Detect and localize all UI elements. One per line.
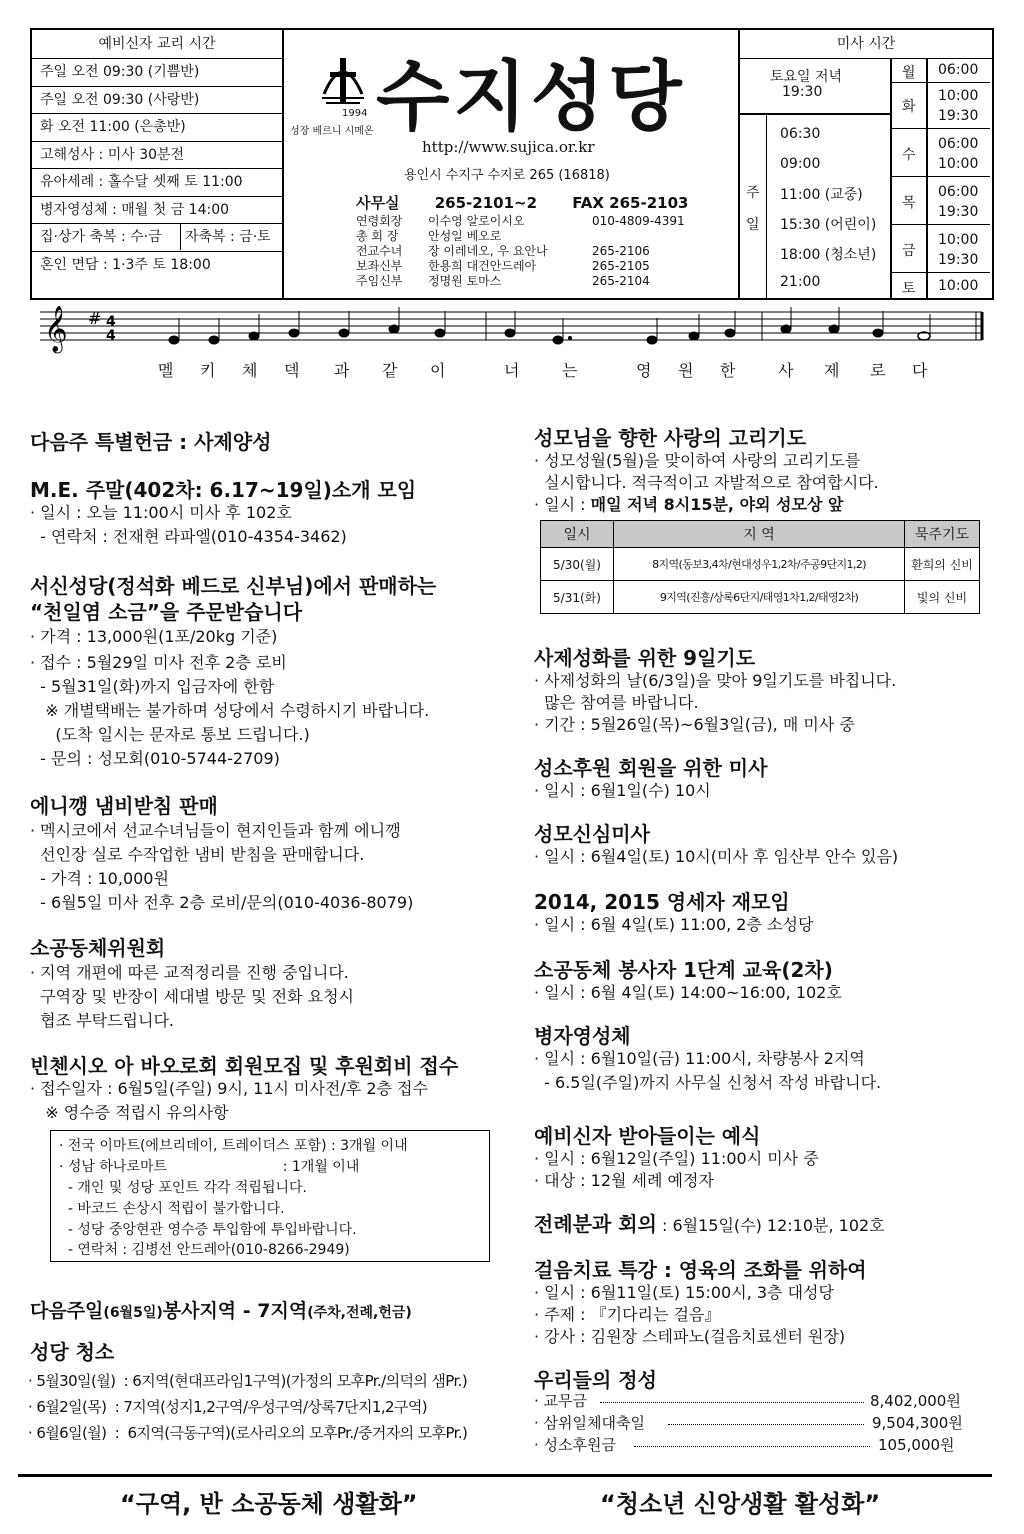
- service-date: (6월5일): [103, 1305, 163, 1321]
- lyric-syllable: 덱: [284, 361, 300, 380]
- svg-text:4: 4: [106, 328, 116, 344]
- staff-phone: 265-2104: [592, 274, 650, 288]
- catechism-title: 예비신자 교리 시간: [32, 30, 282, 59]
- weekday-times: 06:00 19:30: [938, 184, 979, 220]
- salt-line: · 접수 : 5월29일 미사 전후 2층 로비: [30, 653, 287, 672]
- cleaning-line: · 5월30일(월) : 6지역(현대프라임1구역)(가정의 모후Pr./의덕의 샘Pr.): [28, 1372, 468, 1390]
- sunday-time: 09:00: [780, 156, 821, 172]
- receipt-line: - 성당 중앙현관 영수증 투입함에 투입바랍니다.: [59, 1222, 357, 1238]
- receipt-line: - 연락처 : 김병선 안드레아(010-8266-2949): [59, 1242, 350, 1258]
- liturgy-heading: 전례분과 회의: [534, 1212, 657, 1236]
- catechumen-line: · 일시 : 6월12일(주일) 11:00시 미사 중: [534, 1149, 819, 1168]
- offering-amount: 9,504,300원: [872, 1414, 963, 1432]
- vincent-line: · 접수일자 : 6월5일(주일) 9시, 11시 미사전/후 2층 접수: [30, 1079, 428, 1098]
- sick-communion-line: - 6.5일(주일)까지 사무실 신청서 작성 바랍니다.: [534, 1073, 882, 1092]
- offering-amount: 105,000원: [878, 1436, 955, 1454]
- parish-info: [284, 30, 738, 298]
- lyric-syllable: 영: [636, 361, 652, 380]
- sick-communion-heading: 병자영성체: [534, 1024, 631, 1048]
- receipt-line: · 전국 이마트(에브리데이, 트레이더스 포함) : 3개월 이내: [59, 1138, 408, 1154]
- rosary-time-label: · 일시 :: [534, 495, 591, 514]
- marriage-row: 혼인 면담 : 1·3주 토 18:00: [40, 256, 211, 273]
- service-label: 다음주일: [30, 1300, 104, 1322]
- schedule-row: 화 오전 11:00 (은총반): [32, 114, 282, 142]
- table-header: [541, 521, 980, 548]
- lyric-syllable: 체: [242, 361, 258, 380]
- novena-line: · 기간 : 5월26일(목)~6월3일(금), 매 미사 중: [534, 715, 855, 734]
- offering-label: · 성소후원금: [534, 1436, 616, 1454]
- office-label: 사무실: [356, 194, 400, 212]
- me-line: - 연락처 : 전재현 라파엘(010-4354-3462): [30, 527, 347, 546]
- service-roles: (주차,전례,헌금): [307, 1305, 412, 1321]
- sunday-time: 21:00: [780, 274, 821, 290]
- table-cell: 빛의 신비: [905, 581, 980, 614]
- sunday-time: 15:30 (어린이): [780, 217, 877, 233]
- mass-table: [740, 58, 990, 298]
- table-cell: 8지역(동보3,4차/현대성우1,2차/주공9단지1,2): [614, 548, 905, 581]
- lyric-syllable: 로: [870, 361, 886, 380]
- schedule-row: 주일 오전 09:30 (사랑반): [32, 87, 282, 115]
- table-cell: 환희의 신비: [905, 548, 980, 581]
- staff-name: 이수영 알로이시오: [428, 214, 525, 228]
- lyric-syllable: 사: [778, 361, 794, 380]
- weekday-times: 06:00: [938, 62, 979, 78]
- parish-address: 용인시 수지구 수지로 265 (16818): [404, 168, 610, 183]
- music-staff-icon: [30, 302, 994, 358]
- offering-heading: 우리들의 정성: [534, 1368, 657, 1392]
- office-contact: [356, 192, 718, 213]
- novena-line: · 사제성화의 날(6/3일)을 맞아 9일기도를 바칩니다.: [534, 671, 897, 690]
- liturgy-detail: : 6월15일(수) 12:10분, 102호: [656, 1216, 885, 1235]
- table-cell: 5/30(월): [541, 548, 614, 581]
- service-area-heading: [30, 1296, 412, 1323]
- staff-phone: 010-4809-4391: [592, 214, 685, 228]
- salt-heading: 서신성당(정석화 베드로 신부님)에서 판매하는: [30, 574, 437, 598]
- schedule-row: 주일 오전 09:30 (기쁨반): [32, 59, 282, 87]
- office-phone: 265-2101~2: [434, 194, 538, 212]
- receipt-line: - 바코드 손상시 적립이 불가합니다.: [59, 1201, 285, 1217]
- staff-role: 총 회 장: [356, 229, 399, 243]
- service-region: 봉사지역 - 7지역: [162, 1300, 308, 1322]
- weekday-times: 06:00 10:00: [938, 136, 979, 172]
- saturday-evening-time: 19:30: [782, 84, 823, 100]
- cleaning-line: · 6월6일(월) : 6지역(극동구역)(로사리오의 모후Pr./중거자의 모후Pr.): [28, 1424, 468, 1442]
- community-heading: 소공동체위원회: [30, 936, 166, 960]
- weekday-label: 수: [902, 147, 916, 163]
- enamel-heading: 에니깽 냄비받침 판매: [30, 794, 218, 818]
- house-blessing: 집·상가 축복 : 수·금: [40, 229, 162, 245]
- enamel-line: · 멕시코에서 선교수녀님들이 현지인들과 함께 에니깽: [30, 821, 401, 840]
- walking-line: · 일시 : 6월11일(토) 15:00시, 3층 대성당: [534, 1283, 834, 1302]
- catechism-schedule-box: [32, 30, 284, 298]
- lyric-syllable: 제: [824, 361, 840, 380]
- staff-name: 장 이레네오, 우 요안나: [428, 244, 548, 258]
- hymn-staff: [30, 302, 994, 382]
- lyric-syllable: 다: [912, 361, 928, 380]
- svg-text:𝄞: 𝄞: [44, 306, 68, 352]
- sunday-time: 11:00 (교중): [780, 187, 863, 203]
- staff-name: 한용희 대건안드레아: [428, 259, 537, 273]
- saturday-evening-label: 토요일 저녁: [770, 69, 843, 85]
- staff-name: 안성일 베오로: [428, 229, 502, 243]
- fax-number: FAX 265-2103: [572, 194, 689, 212]
- receipt-line: · 성남 하나로마트 : 1개월 이내: [59, 1159, 360, 1175]
- footer-slogan-right: “청소년 신앙생활 활성화”: [600, 1490, 881, 1518]
- sunday-label: 주: [746, 185, 760, 201]
- rosary-line: 실시합니다. 적극적이고 자발적으로 참여합시다.: [534, 473, 879, 492]
- weekday-label: 금: [902, 243, 916, 259]
- salt-line: ※ 개별택배는 불가하며 성당에서 수령하시기 바랍니다.: [30, 701, 430, 720]
- schedule-row: 고해성사 : 미사 30분전: [32, 142, 282, 170]
- lyric-syllable: 키: [200, 361, 216, 380]
- rosary-line: [534, 492, 843, 515]
- liturgy-meeting: [534, 1208, 885, 1237]
- cleaning-heading: 성당 청소: [30, 1340, 115, 1364]
- staff-role: 전교수녀: [356, 244, 403, 258]
- mother-mass-heading: 성모신심미사: [534, 822, 650, 846]
- novena-line: 많은 참여를 바랍니다.: [534, 693, 699, 712]
- community-line: · 지역 개편에 따른 교적정리를 진행 중입니다.: [30, 963, 349, 982]
- salt-line: (도착 일시는 문자로 통보 드립니다.): [30, 725, 310, 744]
- rosary-heading: 성모님을 향한 사랑의 고리기도: [534, 426, 807, 450]
- sunday-time: 18:00 (청소년): [780, 247, 877, 263]
- lyric-syllable: 너: [504, 361, 520, 380]
- lyric-syllable: 멜: [158, 361, 174, 380]
- table-header-cell: 묵주기도: [905, 521, 980, 548]
- schedule-row: 병자영성체 : 매월 첫 금 14:00: [32, 197, 282, 225]
- sponsor-line: · 일시 : 6월1일(수) 10시: [534, 781, 711, 800]
- rosary-time: 매일 저녁 8시15분, 야외 성모상 앞: [590, 495, 844, 514]
- enamel-line: - 가격 : 10,000원: [30, 869, 169, 888]
- car-blessing: 자축복 : 금·토: [180, 224, 271, 250]
- lyric-syllable: 한: [720, 361, 736, 380]
- volunteer-heading: 소공동체 봉사자 1단계 교육(2차): [534, 958, 833, 982]
- offering-label: · 삼위일체대축일: [534, 1414, 645, 1432]
- weekday-label: 화: [902, 99, 916, 115]
- walking-line: · 주제 : 『기다리는 걸음』: [534, 1305, 721, 1324]
- logo-year: 1994: [342, 108, 368, 119]
- volunteer-line: · 일시 : 6월 4일(토) 14:00~16:00, 102호: [534, 983, 842, 1002]
- mass-title: 미사 시간: [740, 30, 992, 59]
- community-line: 협조 부탁드립니다.: [30, 1011, 174, 1030]
- table-row: [541, 548, 980, 581]
- schedule-row: 유아세례 : 홀수달 셋째 토 11:00: [32, 169, 282, 197]
- table-header-cell: 지 역: [614, 521, 905, 548]
- lyric-syllable: 는: [562, 361, 578, 380]
- lyric-syllable: 같: [382, 361, 398, 380]
- svg-text:#: #: [88, 309, 102, 328]
- novena-heading: 사제성화를 위한 9일기도: [534, 646, 756, 670]
- rosary-schedule-table: [540, 520, 980, 614]
- sick-communion-line: · 일시 : 6월10일(금) 11:00시, 차량봉사 2지역: [534, 1049, 865, 1068]
- weekday-times: 10:00 19:30: [938, 88, 979, 124]
- vincent-heading: 빈첸시오 아 바오로회 회원모집 및 후원회비 접수: [30, 1054, 459, 1078]
- bulletin-header: [30, 28, 994, 300]
- mother-mass-line: · 일시 : 6월4일(토) 10시(미사 후 임산부 안수 있음): [534, 847, 899, 866]
- parish-logo-icon: [318, 48, 368, 110]
- receipt-line: - 개인 및 성당 포인트 각각 적립됩니다.: [59, 1180, 307, 1196]
- table-cell: 5/31(화): [541, 581, 614, 614]
- table-row: [541, 581, 980, 614]
- me-heading: M.E. 주말(402차: 6.17~19일)소개 모임: [30, 478, 417, 502]
- weekday-label: 월: [902, 65, 916, 81]
- lyric-syllable: 과: [334, 361, 350, 380]
- vincent-line: ※ 영수증 적립시 유의사항: [30, 1103, 229, 1122]
- rosary-line: · 성모성월(5월)을 맞이하여 사랑의 고리기도를: [534, 451, 861, 470]
- staff-role: 보좌신부: [356, 259, 403, 273]
- parish-title: 수지성당: [376, 52, 686, 141]
- svg-text:4: 4: [106, 314, 116, 330]
- staff-role: 연령회장: [356, 214, 403, 228]
- salt-line: - 문의 : 성모회(010-5744-2709): [30, 749, 280, 768]
- salt-heading: “천일염 소금”을 주문받습니다: [30, 600, 303, 624]
- staff-phone: 265-2106: [592, 244, 650, 258]
- sponsor-heading: 성소후원 회원을 위한 미사: [534, 756, 768, 780]
- offering-label: · 교무금: [534, 1392, 588, 1410]
- baptized-line: · 일시 : 6월 4일(토) 11:00, 2층 소성당: [534, 915, 814, 934]
- weekday-times: 10:00 19:30: [938, 232, 979, 268]
- staff-name: 정명원 토마스: [428, 274, 502, 288]
- lyric-syllable: 원: [678, 361, 694, 380]
- community-line: 구역장 및 반장이 세대별 방문 및 전화 요청시: [30, 987, 354, 1006]
- table-cell: 9지역(진흥/상록6단지/태영1차1,2/태영2차): [614, 581, 905, 614]
- offering-amount: 8,402,000원: [870, 1392, 961, 1410]
- receipt-notice-box: [50, 1130, 490, 1262]
- catechumen-heading: 예비신자 받아들이는 예식: [534, 1124, 761, 1148]
- salt-line: · 가격 : 13,000원(1포/20kg 기준): [30, 627, 278, 646]
- me-line: · 일시 : 오늘 11:00시 미사 후 102호: [30, 503, 292, 522]
- enamel-line: 선인장 실로 수작업한 냄비 받침을 판매합니다.: [30, 845, 365, 864]
- catechumen-line: · 대상 : 12월 세례 예정자: [534, 1171, 714, 1190]
- footer-slogan-left: “구역, 반 소공동체 생활화”: [120, 1490, 418, 1518]
- website-link[interactable]: http://www.sujica.or.kr: [422, 138, 595, 156]
- footer-divider: [18, 1474, 992, 1477]
- logo-subtitle: 성장 베르니 시메온: [290, 126, 374, 137]
- table-header-cell: 일시: [541, 521, 614, 548]
- walking-line: · 강사 : 김원장 스테파노(걸음치료센터 원장): [534, 1327, 846, 1346]
- walking-therapy-heading: 걸음치료 특강 : 영육의 조화를 위하여: [534, 1258, 867, 1282]
- sunday-time: 06:30: [780, 126, 821, 142]
- mass-schedule-box: [738, 30, 992, 298]
- lyric-syllable: 이: [430, 361, 446, 380]
- salt-line: - 5월31일(화)까지 입금자에 한함: [30, 677, 275, 696]
- enamel-line: - 6월5일 미사 전후 2층 로비/문의(010-4036-8079): [30, 893, 414, 912]
- sunday-label: 일: [746, 217, 760, 233]
- staff-phone: 265-2105: [592, 259, 650, 273]
- special-offering-heading: 다음주 특별헌금 : 사제양성: [30, 430, 272, 454]
- weekday-times: 10:00: [938, 278, 979, 294]
- baptized-heading: 2014, 2015 영세자 재모임: [534, 890, 790, 914]
- staff-role: 주임신부: [356, 274, 403, 288]
- weekday-label: 목: [902, 195, 916, 211]
- weekday-label: 토: [902, 281, 916, 297]
- blessing-row: [32, 224, 282, 252]
- cleaning-line: · 6월2일(목) : 7지역(성지1,2구역/우성구역/상록7단지1,2구역): [28, 1398, 428, 1416]
